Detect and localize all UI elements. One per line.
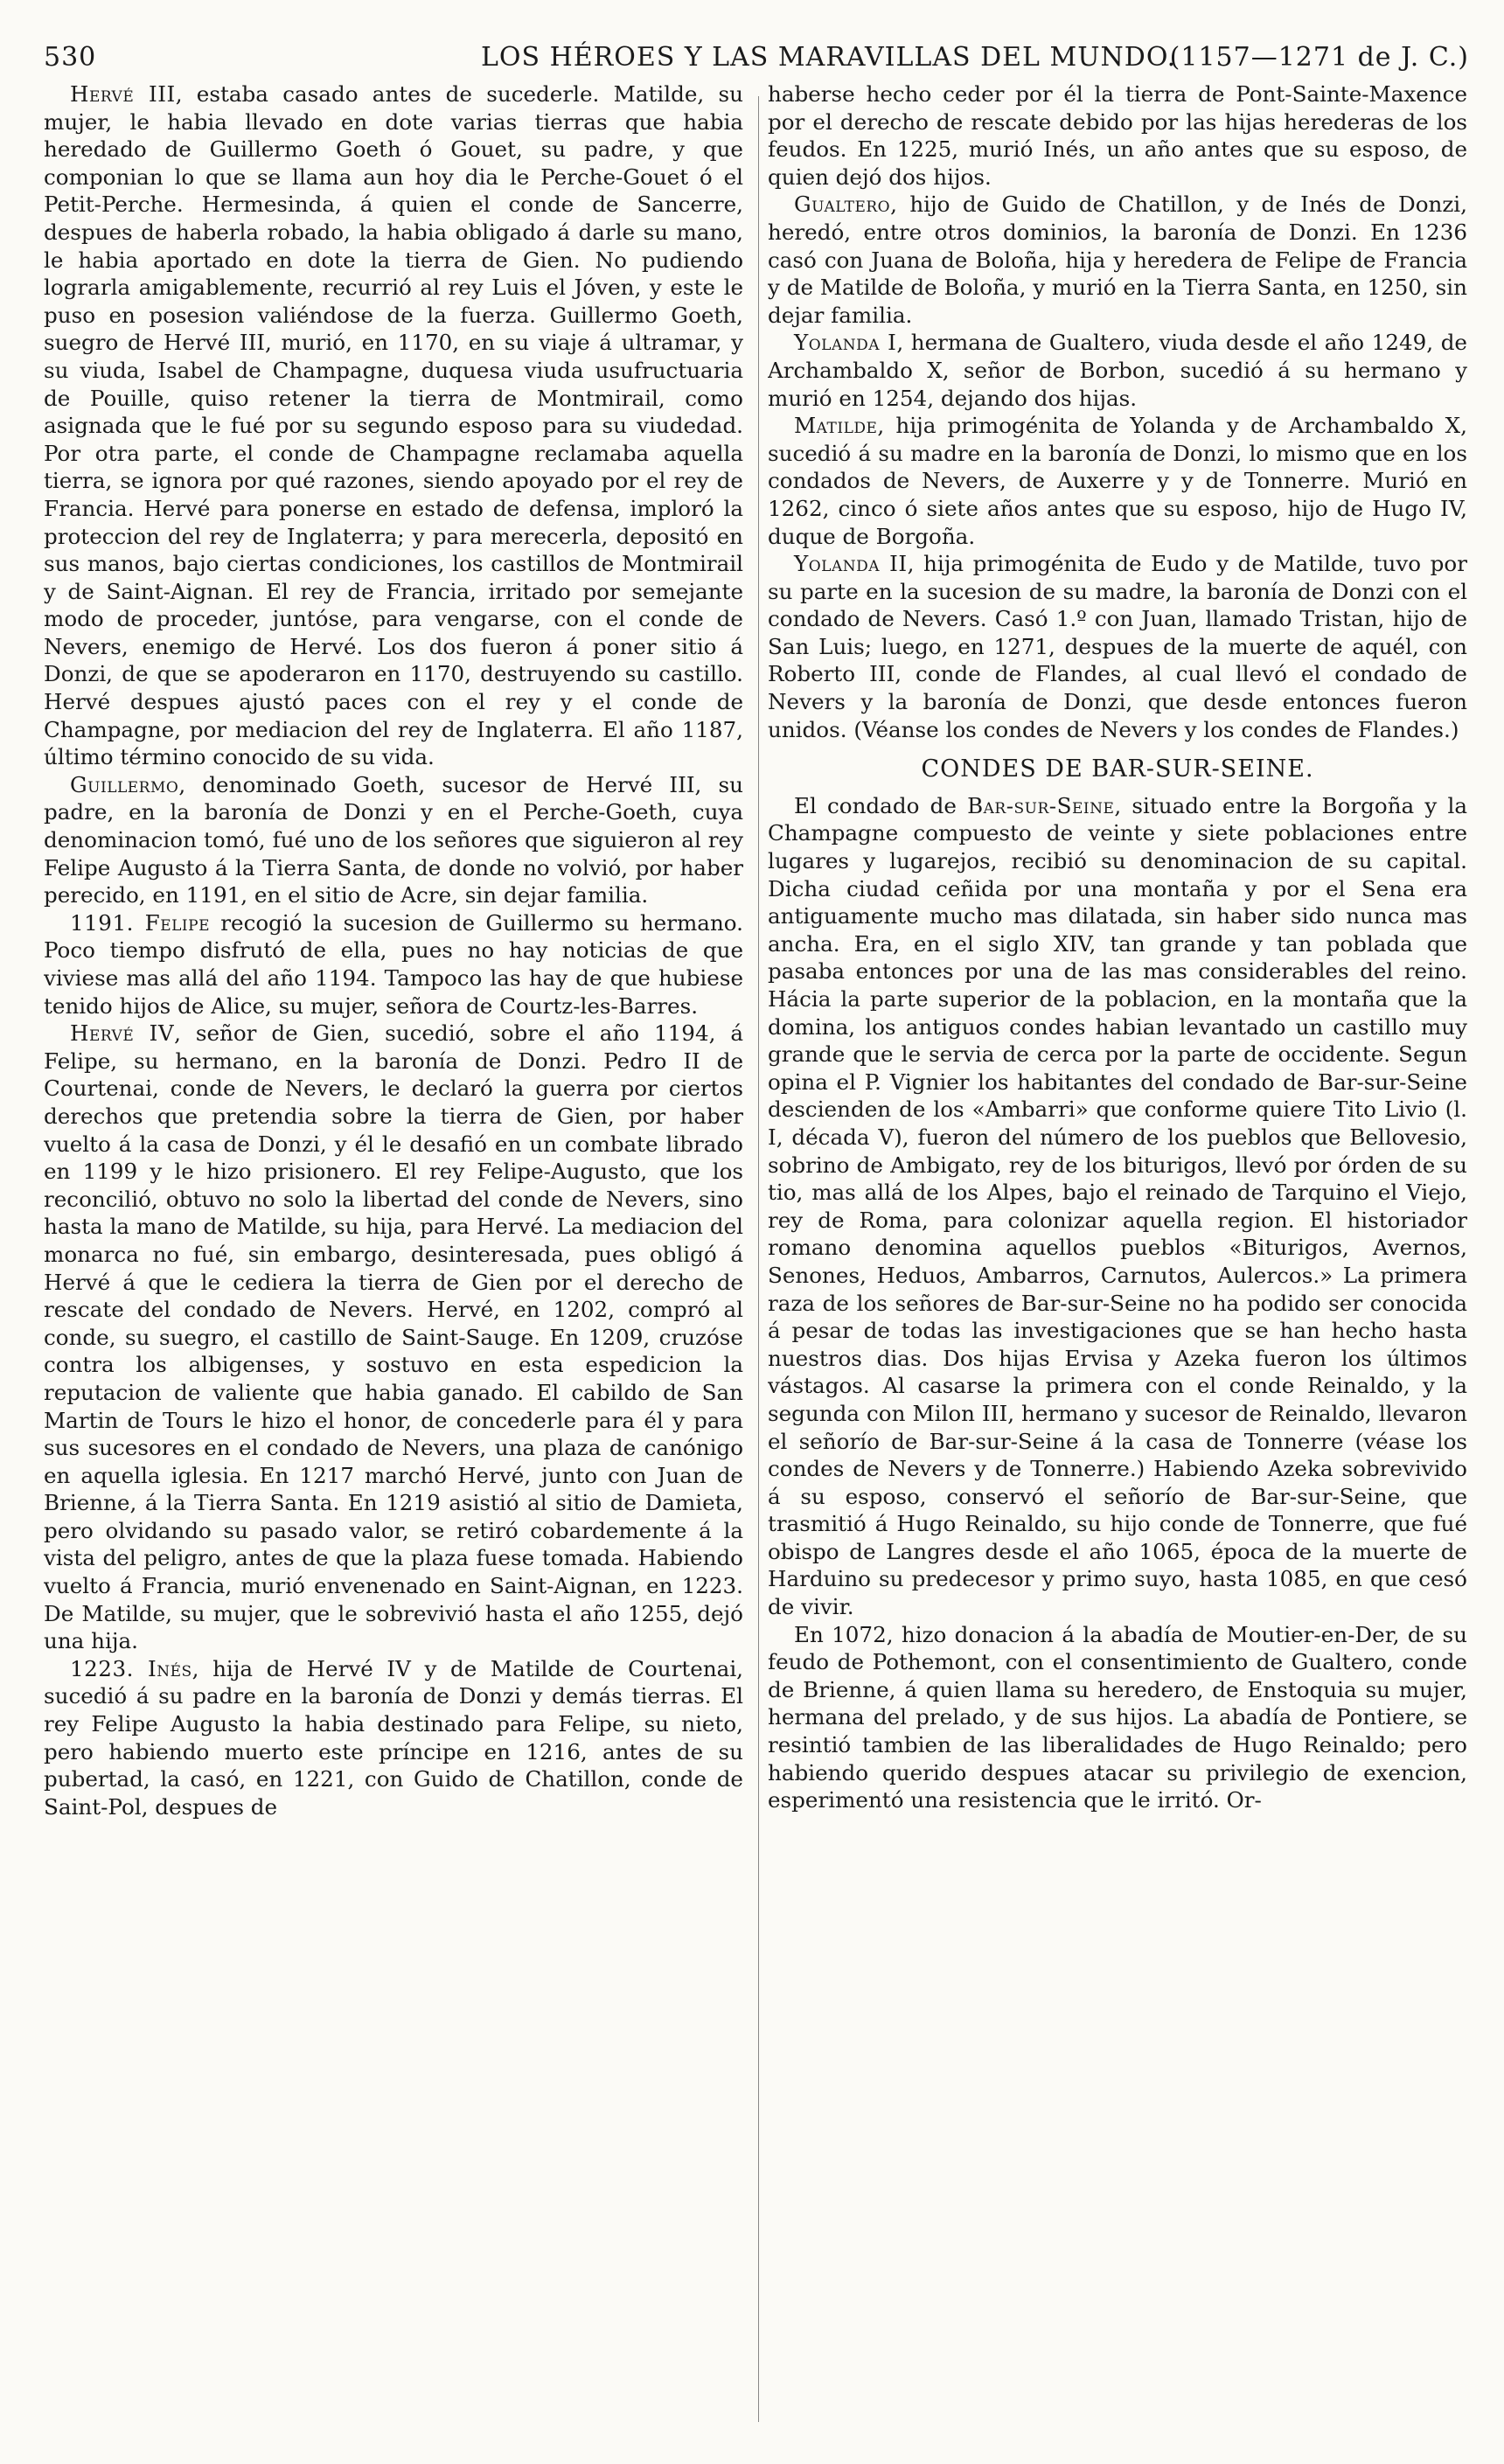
paragraph bbox=[44, 1655, 743, 1821]
paragraph-text: , hija de Hervé IV y de Matilde de Courtenai, sucedió á su padre en la baronía de Donzi y demás tierras. El rey Felipe Augusto la habia destinado para Felipe, su nieto, pero habiendo muerto este príncipe en 1216, antes de su pubertad, la casó, en 1221, con Guido de Chatillon, conde de Saint-Pol, despues de bbox=[44, 1655, 743, 1820]
paragraph bbox=[768, 80, 1467, 191]
paragraph bbox=[768, 1621, 1467, 1814]
entry-lead: Bar-sur-Seine bbox=[967, 792, 1115, 818]
paragraph bbox=[44, 80, 743, 771]
paragraph bbox=[768, 792, 1467, 1621]
paragraph-text: , situado entre la Borgoña y la Champagne compuesto de veinte y siete poblaciones entre lugares y lugarejos, recibió su denominacion de su capital. Dicha ciudad ceñida por una montaña y por el Sena era antiguamente mucho mas dilatada, sin haber sido nunca mas ancha. Era, en el siglo XIV, tan grande y tan poblada que pasaba entonces por una de las mas considerables del reino. Hácia la parte superior de la poblacion, en la montaña que la domina, los antiguos condes habian levantado un castillo muy grande que le servia de cerca por la parte de occidente. Segun opina el P. Vignier los habitantes del condado de Bar-sur-Seine descienden de los «Ambarri» que conforme quiere Tito Livio (l. I, década V), fueron del número de los pueblos que Bellovesio, sobrino de Ambigato, rey de los biturigos, llevó por órden de su tio, mas allá de los Alpes, bajo el reinado de Tarquino el Viejo, rey de Roma, para colonizar aquella region. El historiador romano denomina aquellos pueblos «Biturigos, Avernos, Senones, Heduos, Ambarros, Carnutos, Aulercos.» La primera raza de los señores de Bar-sur-Seine no ha podido ser conocida á pesar de todas las investigaciones que se han hecho hasta nuestros dias. Dos hijas Ervisa y Azeka fueron los últimos vástagos. Al casarse la primera con el conde Reinaldo, y la segunda con Milon III, hermano y sucesor de Reinaldo, llevaron el señorío de Bar-sur-Seine á la casa de Tonnerre (véase los condes de Nevers y de Tonnerre.) Habiendo Azeka sobrevivido á su esposo, conservó el señorío de Bar-sur-Seine, que trasmitió á Hugo Reinaldo, su hijo conde de Tonnerre, que fué obispo de Langres desde el año 1065, época de la muerte de Harduino su predecesor y primo suyo, hasta 1085, en que cesó de vivir. bbox=[768, 792, 1467, 1620]
paragraph-text: , hijo de Guido de Chatillon, y de Inés de Donzi, heredó, entre otros dominios, la baronía de Donzi. En 1236 casó con Juana de Boloña, hija y heredera de Felipe de Francia y de Matilde de Boloña, y murió en la Tierra Santa, en 1250, sin dejar familia. bbox=[768, 191, 1467, 328]
section-heading: CONDES DE BAR-SUR-SEINE. bbox=[921, 755, 1314, 783]
paragraph bbox=[768, 191, 1467, 329]
paragraph bbox=[768, 329, 1467, 412]
paragraph bbox=[768, 550, 1467, 743]
year-range: (1157—1271 de J. C.) bbox=[1169, 42, 1469, 73]
running-header bbox=[44, 42, 1469, 80]
paragraph-text: , hija primogénita de Eudo y de Matilde, tuvo por su parte en la sucesion de su madre, la baronía de Donzi con el condado de Nevers. Casó 1.º con Juan, llamado Tristan, hijo de San Luis; luego, en 1271, despues de la muerte de aquél, con Roberto III, conde de Flandes, al cual llevó el condado de Nevers y la baronía de Donzi, que desde entonces fueron unidos. (Véanse los condes de Nevers y los condes de Flandes.) bbox=[768, 551, 1467, 742]
entry-lead: Hervé III bbox=[70, 81, 176, 107]
paragraph-text: , denominado Goeth, sucesor de Hervé III, su padre, en la baronía de Donzi y en el Perche-Goeth, cuya denominacion tomó, fué uno de los señores que siguieron al rey Felipe Augusto á la Tierra Santa, de donde no volvió, por haber perecido, en 1191, en el sitio de Acre, sin dejar familia. bbox=[44, 771, 743, 908]
entry-lead: 1191. Felipe bbox=[70, 909, 210, 936]
paragraph-text: En 1072, hizo donacion á la abadía de Moutier-en-Der, de su feudo de Pothemont, con el consentimiento de Gualtero, conde de Brienne, á quien llama su heredero, de Enstoquia su mujer, hermana del prelado, y de sus hijos. La abadía de Pontiere, se resintió tambien de las liberalidades de Hugo Reinaldo; pero habiendo querido despues atacar su privilegio de exencion, esperimentó una resistencia que le irritó. Or- bbox=[768, 1621, 1467, 1813]
paragraph-prefix: El condado de bbox=[794, 792, 968, 818]
entry-lead: Guillermo bbox=[70, 771, 179, 797]
entry-lead: Hervé IV bbox=[70, 1020, 175, 1047]
paragraph-text: , señor de Gien, sucedió, sobre el año 1194, á Felipe, su hermano, en la baronía de Donzi. Pedro II de Courtenai, conde de Nevers, le declaró la guerra por ciertos derechos que pretendia sobre la tierra de Gien, por haber vuelto á la casa de Donzi, y él le desafió en un combate librado en 1199 y le hizo prisionero. El rey Felipe-Augusto, que los reconcilió, obtuvo no solo la libertad del conde de Nevers, sino hasta la mano de Matilde, su hija, para Hervé. La mediacion del monarca no fué, sin embargo, desinteresada, pues obligó á Hervé á que le cediera la tierra de Gien por el derecho de rescate del condado de Nevers. Hervé, en 1202, compró al conde, su suegro, el castillo de Saint-Sauge. En 1209, cruzóse contra los albigenses, y sostuvo en esta espedicion la reputacion de valiente que habia ganado. El cabildo de San Martin de Tours le hizo el honor, de concederle para él y para sus sucesores en el condado de Nevers, una plaza de canónigo en aquella iglesia. En 1217 marchó Hervé, junto con Juan de Brienne, á la Tierra Santa. En 1219 asistió al sitio de Damieta, pero olvidando su pasado valor, se retiró cobardemente á la vista del peligro, antes de que la plaza fuese tomada. Habiendo vuelto á Francia, murió envenenado en Saint-Aignan, en 1223. De Matilde, su mujer, que le sobrevivió hasta el año 1255, dejó una hija. bbox=[44, 1020, 743, 1654]
entry-lead: Gualtero bbox=[794, 191, 891, 218]
paragraph-text: haberse hecho ceder por él la tierra de Pont-Sainte-Maxence por el derecho de rescate debido por las hijas herederas de los feudos. En 1225, murió Inés, un año antes que su esposo, de quien dejó dos hijos. bbox=[768, 81, 1467, 190]
paragraph-text: recogió la sucesion de Guillermo su hermano. Poco tiempo disfrutó de ella, pues no hay noticias de que viviese mas allá del año 1194. Tampoco las hay de que hubiese tenido hijos de Alice, su mujer, señora de Courtz-les-Barres. bbox=[44, 909, 743, 1019]
paragraph bbox=[44, 771, 743, 909]
paragraph bbox=[44, 909, 743, 1020]
paragraph-text: , hermana de Gualtero, viuda desde el año 1249, de Archambaldo X, señor de Borbon, sucedió á su hermano y murió en 1254, dejando dos hijas. bbox=[768, 330, 1467, 411]
entry-lead: 1223. Inés bbox=[70, 1655, 192, 1681]
column-divider bbox=[758, 96, 759, 2422]
paragraph bbox=[44, 1020, 743, 1655]
left-column bbox=[44, 80, 743, 2441]
paragraph-text: , estaba casado antes de sucederle. Matilde, su mujer, le habia llevado en dote varias tierras que habia heredado de Guillermo Goeth ó Gouet, su padre, y que componian lo que se llama aun hoy dia le Perche-Gouet ó el Petit-Perche. Hermesinda, á quien el conde de Sancerre, despues de haberla robado, la habia obligado á darle su mano, le habia aportado en dote la tierra de Gien. No pudiendo lograrla amigablemente, recurrió al rey Luis el Jóven, y este le puso en posesion valiéndose de la fuerza. Guillermo Goeth, suegro de Hervé III, murió, en 1170, en su viaje á ultramar, y su viuda, Isabel de Champagne, duquesa viuda usufructuaria de Pouille, quiso retener la tierra de Montmirail, como asignada que le fué por su segundo esposo para su viudedad. Por otra parte, el conde de Champagne reclamaba aquella tierra, se ignora por qué razones, siendo apoyado por el rey de Francia. Hervé para ponerse en estado de defensa, imploró la proteccion del rey de Inglaterra; y para merecerla, depositó en sus manos, bajo ciertas condiciones, los castillos de Montmirail y de Saint-Aignan. El rey de Francia, irritado por semejante modo de proceder, juntóse, para vengarse, con el conde de Nevers, enemigo de Hervé. Los dos fueron á poner sitio á Donzi, de que se apoderaron en 1170, destruyendo su castillo. Hervé despues ajustó paces con el rey y el conde de Champagne, por mediacion del rey de Inglaterra. El año 1187, último término conocido de su vida. bbox=[44, 81, 743, 770]
entry-lead: Yolanda II bbox=[794, 551, 908, 577]
paragraph bbox=[768, 412, 1467, 550]
entry-lead: Matilde bbox=[794, 413, 878, 439]
book-title: LOS HÉROES Y LAS MARAVILLAS DEL MUNDO. bbox=[481, 42, 1177, 73]
paragraph-text: , hija primogénita de Yolanda y de Archambaldo X, sucedió á su madre en la baronía de Donzi, lo mismo que en los condados de Nevers, de Auxerre y y de Tonnerre. Murió en 1262, cinco ó siete años antes que su esposo, hijo de Hugo IV, duque de Borgoña. bbox=[768, 413, 1467, 549]
right-column bbox=[768, 80, 1467, 2441]
page-number: 530 bbox=[44, 42, 97, 73]
entry-lead: Yolanda I bbox=[794, 330, 897, 356]
